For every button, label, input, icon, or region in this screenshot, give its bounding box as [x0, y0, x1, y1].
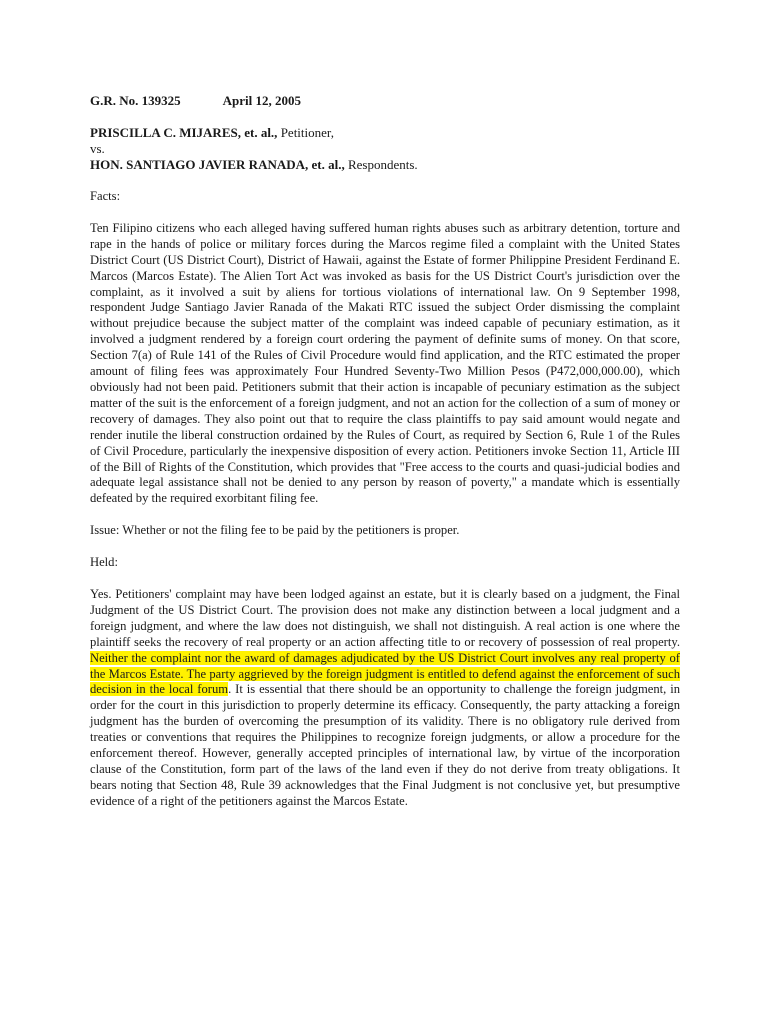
case-number: G.R. No. 139325 [90, 93, 181, 108]
case-date: April 12, 2005 [222, 93, 302, 108]
document-page [90, 93, 680, 810]
versus: vs. [90, 141, 105, 156]
held-text-before: Yes. Petitioners' complaint may have been lodged against an estate, but it is clearly based on a judgment, the Final Judgment of the US District Court. The provision does not make any distinction between a local judgment and a foreign judgment, and where the law does not distinguish, we shall not distinguish. A real action is one where the plaintiff seeks the recovery of real property or an action affecting title to or recovery of possession of real property. [90, 587, 680, 649]
petitioner-name: PRISCILLA C. MIJARES, et. al., [90, 125, 278, 140]
petitioner-line [90, 125, 680, 141]
held-highlighted-text: Neither the complaint nor the award of damages adjudicated by the US District Court involves any real property of the Marcos Estate. The party aggrieved by the foreign judgment is entitled to defend against the enforcement of such decision in the local forum [90, 650, 680, 697]
held-text-after: . It is essential that there should be an opportunity to challenge the foreign judgment, in order for the court in this jurisdiction to properly determine its efficacy. Consequently, the party attacking a foreign judgment has the burden of overcoming the presumption of its validity. There is no obligatory rule derived from treaties or conventions that requires the Philippines to recognize foreign judgments, or allow a procedure for the enforcement thereof. However, generally accepted principles of international law, by virtue of the incorporation clause of the Constitution, form part of the laws of the land even if they do not derive from treaty obligations. It bears noting that Section 48, Rule 39 acknowledges that the Final Judgment is not conclusive yet, but presumptive evidence of a right of the petitioners against the Marcos Estate. [90, 682, 681, 808]
issue-paragraph: Issue: Whether or not the filing fee to be paid by the petitioners is proper. [90, 523, 460, 538]
respondent-line [90, 157, 680, 173]
facts-paragraph: Ten Filipino citizens who each alleged having suffered human rights abuses such as arbitrary detention, torture and rape in the hands of police or military forces during the Marcos regime filed a complaint with the United States District Court (US District Court), District of Hawaii, against the Estate of former Philippine President Ferdinand E. Marcos (Marcos Estate). The Alien Tort Act was invoked as basis for the US District Court's jurisdiction over the complaint, as it involved a suit by aliens for tortious violations of international law. On 9 September 1998, respondent Judge Santiago Javier Ranada of the Makati RTC issued the subject Order dismissing the complaint without prejudice because the subject matter of the complaint was indeed capable of pecuniary estimation, as it involved a judgment rendered by a foreign court ordering the payment of definite sums of money. On that score, Section 7(a) of Rule 141 of the Rules of Civil Procedure would find application, and the RTC estimated the proper amount of filing fees was approximately Four Hundred Seventy-Two Million Pesos (P472,000,000.00), which obviously had not been paid. Petitioners submit that their action is incapable of pecuniary estimation as the subject matter of the suit is the enforcement of a foreign judgment, and not an action for the collection of a sum of money or recovery of damages. They also point out that to require the class plaintiffs to pay said amount would negate and render inutile the liberal construction ordained by the Rules of Court, as required by Section 6, Rule 1 of the Rules of Civil Procedure, particularly the inexpensive disposition of every action. Petitioners invoke Section 11, Article III of the Bill of Rights of the Constitution, which provides that "Free access to the courts and quasi-judicial bodies and adequate legal assistance shall not be denied to any person by reason of poverty," a mandate which is essentially defeated by the required exorbitant filing fee. [90, 220, 680, 506]
respondent-role: Respondents. [344, 157, 418, 172]
facts-label: Facts: [90, 189, 121, 203]
case-number-line [90, 93, 680, 109]
petitioner-role: Petitioner, [277, 125, 334, 140]
respondent-name: HON. SANTIAGO JAVIER RANADA, et. al., [90, 157, 345, 172]
held-label: Held: [90, 555, 118, 570]
held-paragraph [90, 587, 680, 810]
